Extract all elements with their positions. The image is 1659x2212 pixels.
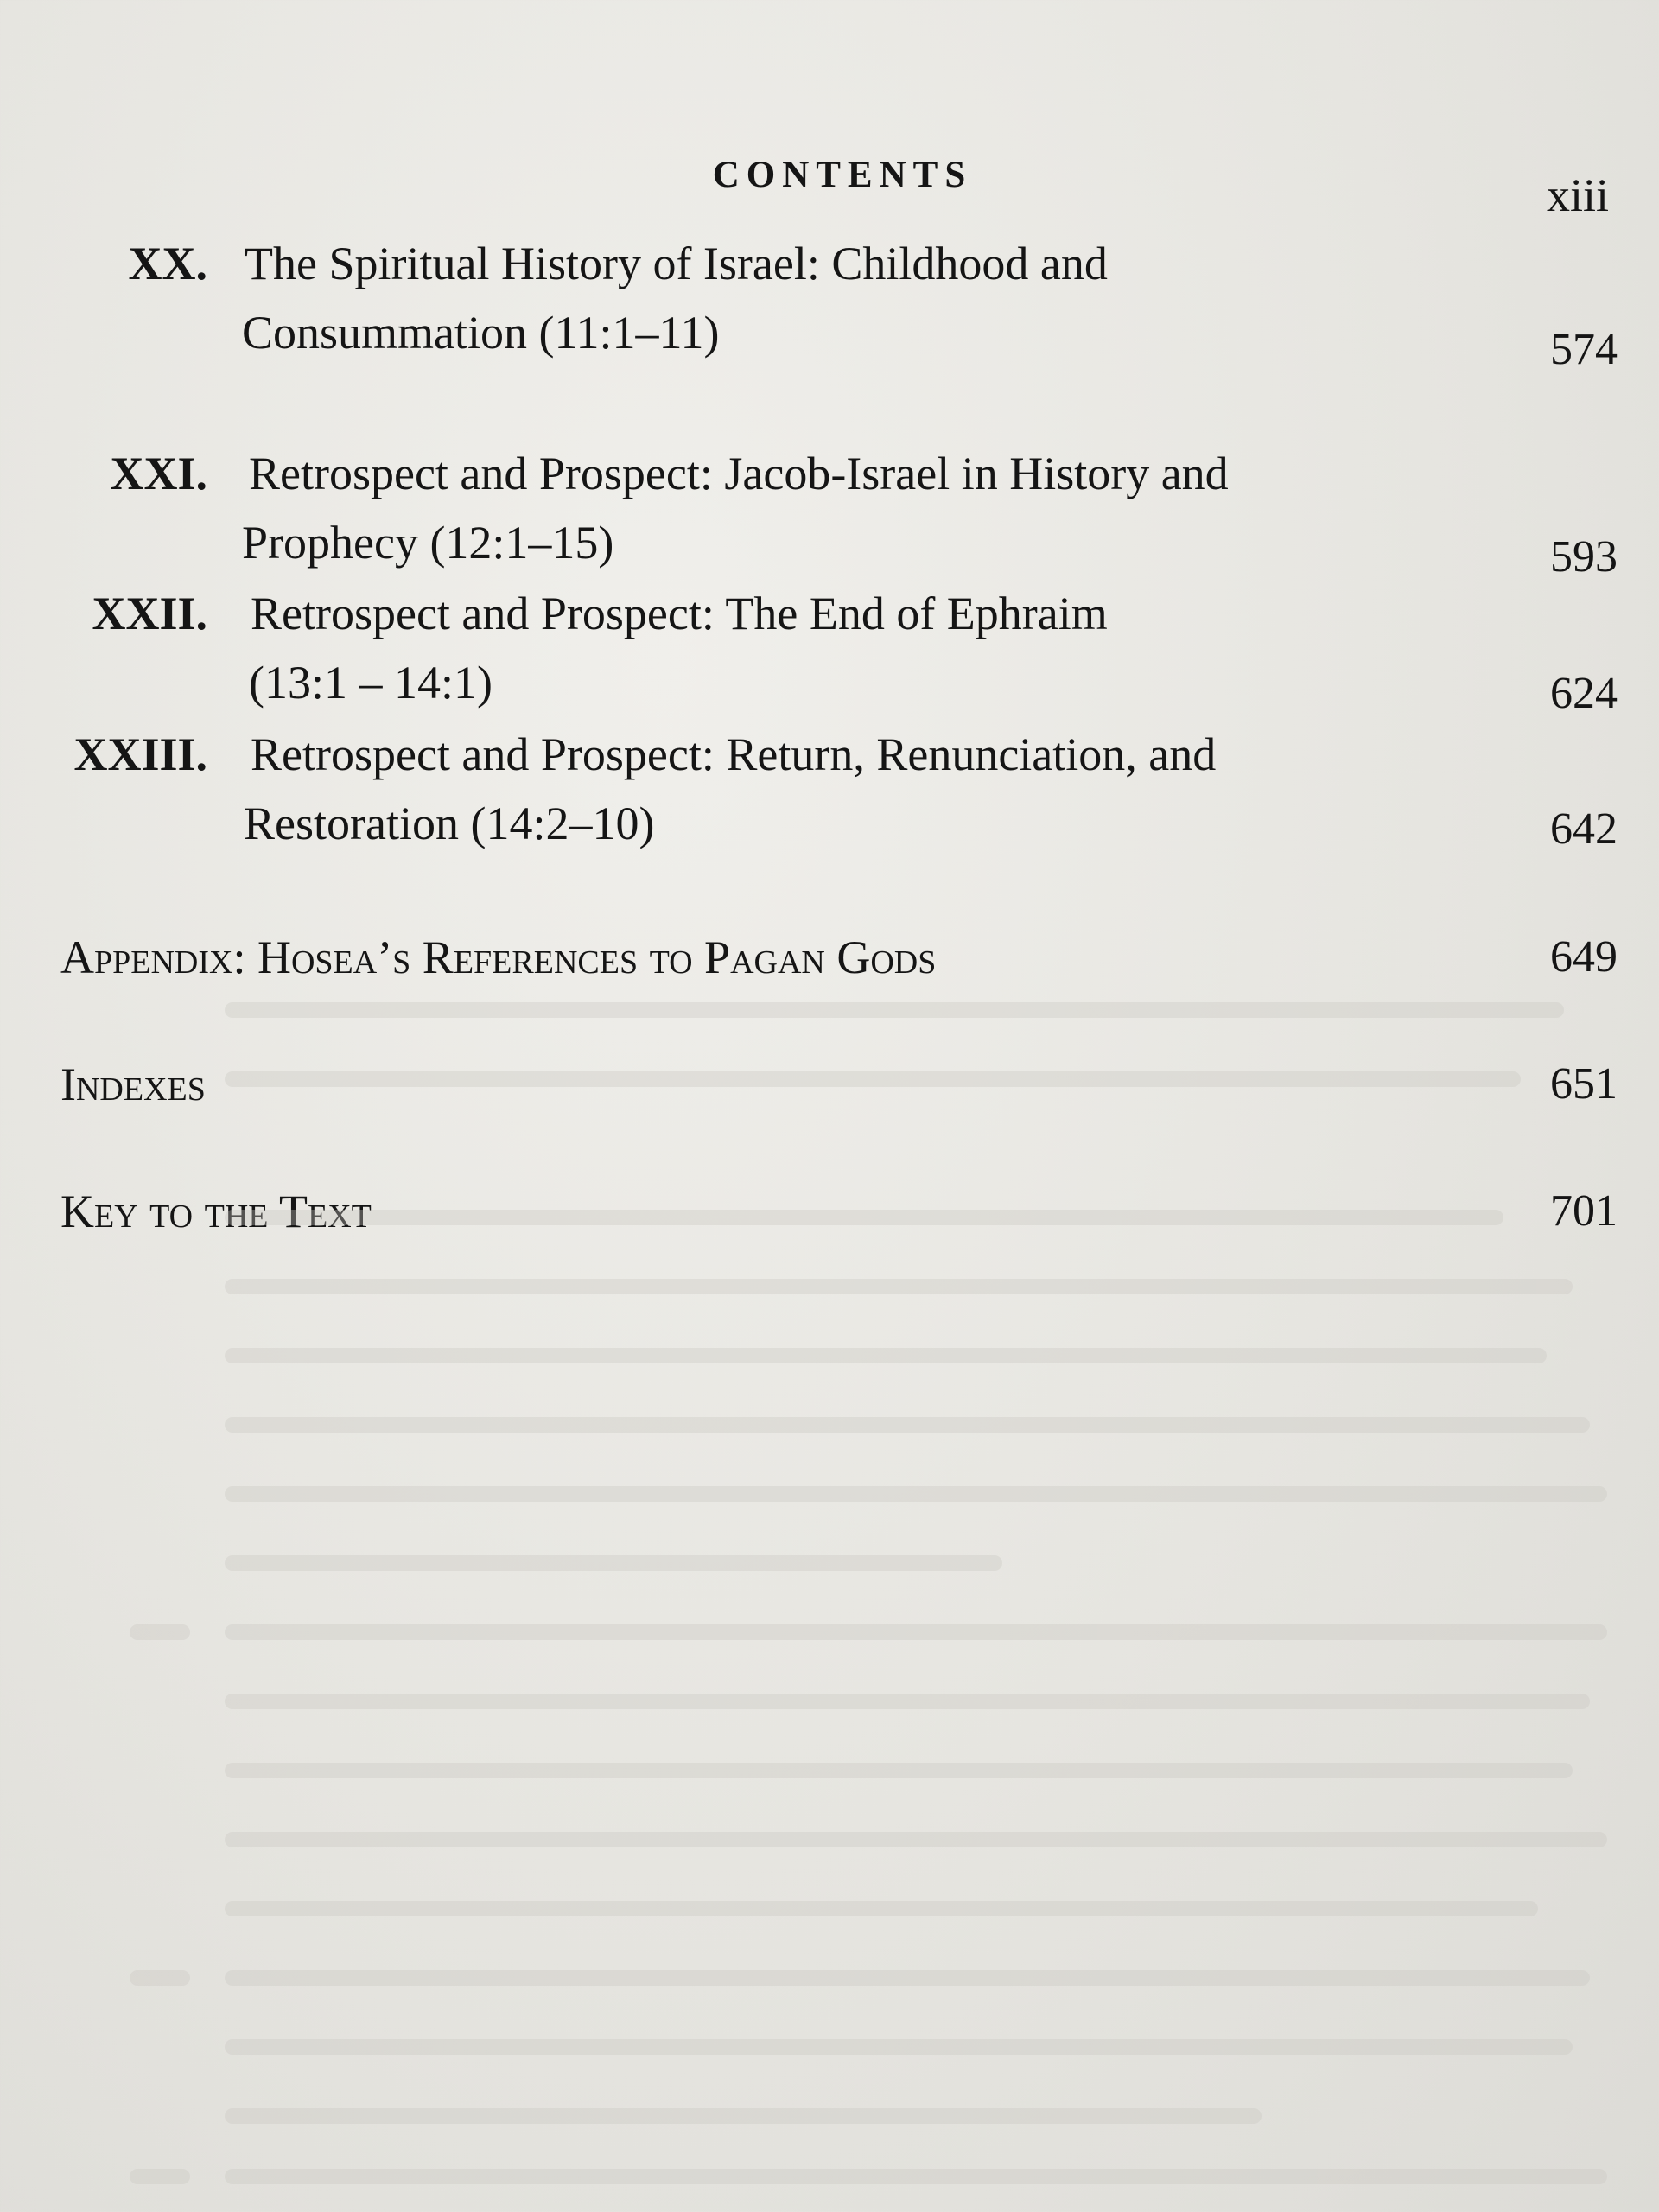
chapter-title-line1: The Spiritual History of Israel: Childhood and bbox=[245, 238, 1108, 289]
indexes-page: 651 bbox=[1550, 1059, 1618, 1109]
key-to-text-title: Key to the Text bbox=[60, 1185, 372, 1237]
chapter-title-line1: Retrospect and Prospect: Jacob-Israel in History and bbox=[249, 448, 1229, 499]
chapter-title-line2: Consummation (11:1–11) bbox=[242, 307, 720, 359]
chapter-page: 593 bbox=[1550, 532, 1618, 582]
chapter-page: 574 bbox=[1550, 325, 1618, 374]
appendix-page: 649 bbox=[1550, 932, 1618, 982]
page-number: xiii bbox=[1547, 169, 1610, 221]
chapter-title-line1: Retrospect and Prospect: The End of Ephraim bbox=[251, 588, 1108, 639]
chapter-page: 624 bbox=[1550, 669, 1618, 718]
chapter-page: 642 bbox=[1550, 804, 1618, 854]
key-to-text-page: 701 bbox=[1550, 1186, 1618, 1236]
chapter-title-line2: (13:1 – 14:1) bbox=[249, 657, 493, 709]
appendix-title: Appendix: Hosea’s References to Pagan Gods bbox=[60, 931, 937, 983]
chapter-number: XXIII. bbox=[73, 728, 207, 780]
chapter-number: XXII. bbox=[92, 588, 207, 639]
chapter-number: XXI. bbox=[110, 448, 207, 499]
chapter-title-line2: Prophecy (12:1–15) bbox=[242, 517, 614, 569]
chapter-title-line2: Restoration (14:2–10) bbox=[244, 798, 655, 849]
indexes-title: Indexes bbox=[60, 1058, 206, 1110]
running-head: CONTENTS bbox=[712, 155, 973, 195]
chapter-number: XX. bbox=[128, 238, 207, 289]
chapter-title-line1: Retrospect and Prospect: Return, Renunciation, and bbox=[251, 728, 1217, 780]
